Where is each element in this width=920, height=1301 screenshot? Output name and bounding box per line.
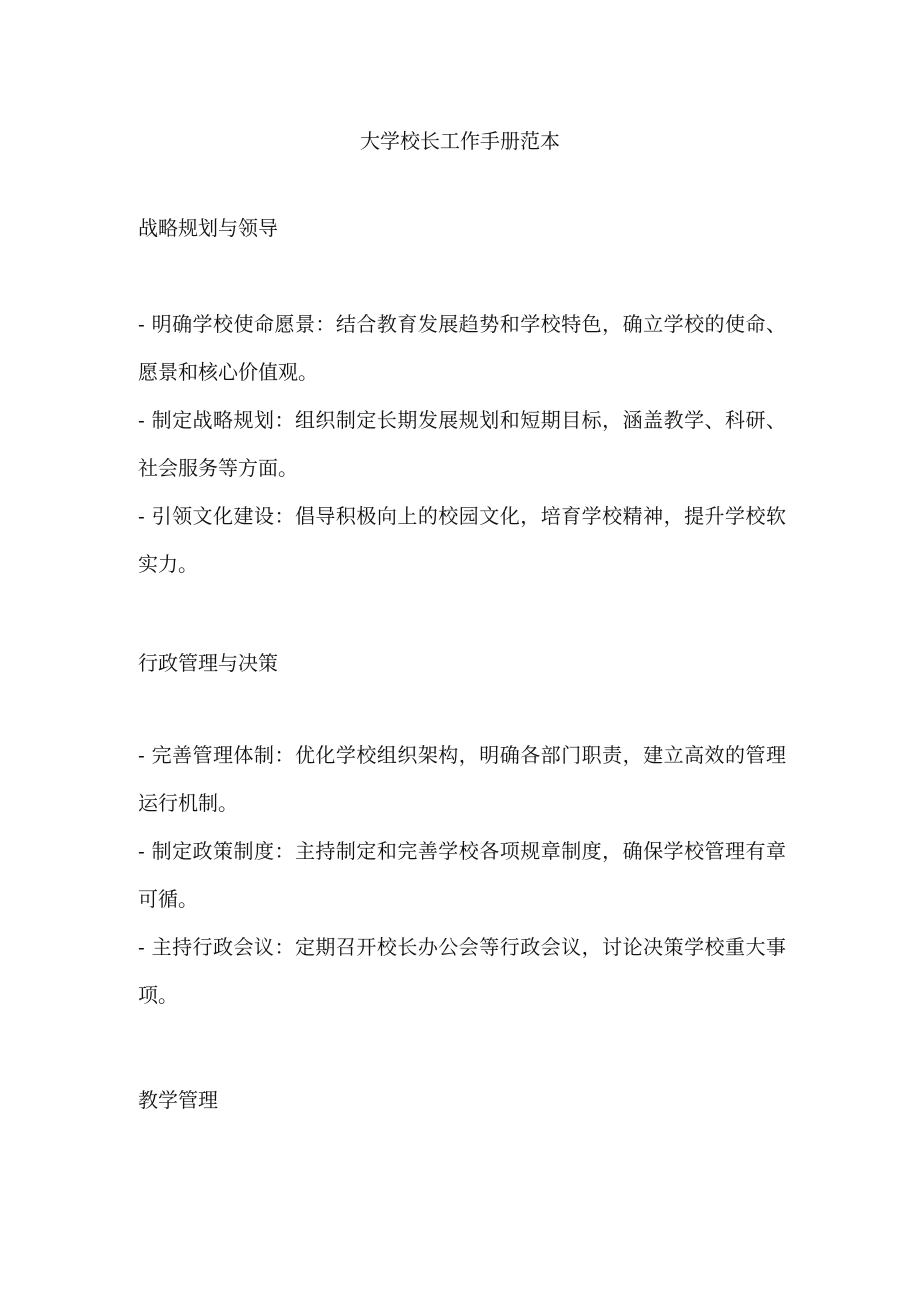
- list-item: - 主持行政会议：定期召开校长办公会等行政会议，讨论决策学校重大事项。: [138, 935, 786, 1007]
- list-item: - 制定政策制度：主持制定和完善学校各项规章制度，确保学校管理有章可循。: [138, 839, 786, 911]
- section-heading-strategy: 战略规划与领导: [138, 216, 278, 240]
- list-item: - 完善管理体制：优化学校组织架构，明确各部门职责，建立高效的管理运行机制。: [138, 743, 786, 815]
- list-item: - 制定战略规划：组织制定长期发展规划和短期目标，涵盖教学、科研、社会服务等方面。: [138, 408, 786, 480]
- document-title: 大学校长工作手册范本: [360, 129, 560, 153]
- list-item: - 引领文化建设：倡导积极向上的校园文化，培育学校精神，提升学校软实力。: [138, 504, 786, 576]
- section-heading-teaching: 教学管理: [138, 1088, 218, 1112]
- section-heading-administration: 行政管理与决策: [138, 651, 278, 675]
- list-item: - 明确学校使命愿景：结合教育发展趋势和学校特色，确立学校的使命、愿景和核心价值观。: [138, 312, 786, 384]
